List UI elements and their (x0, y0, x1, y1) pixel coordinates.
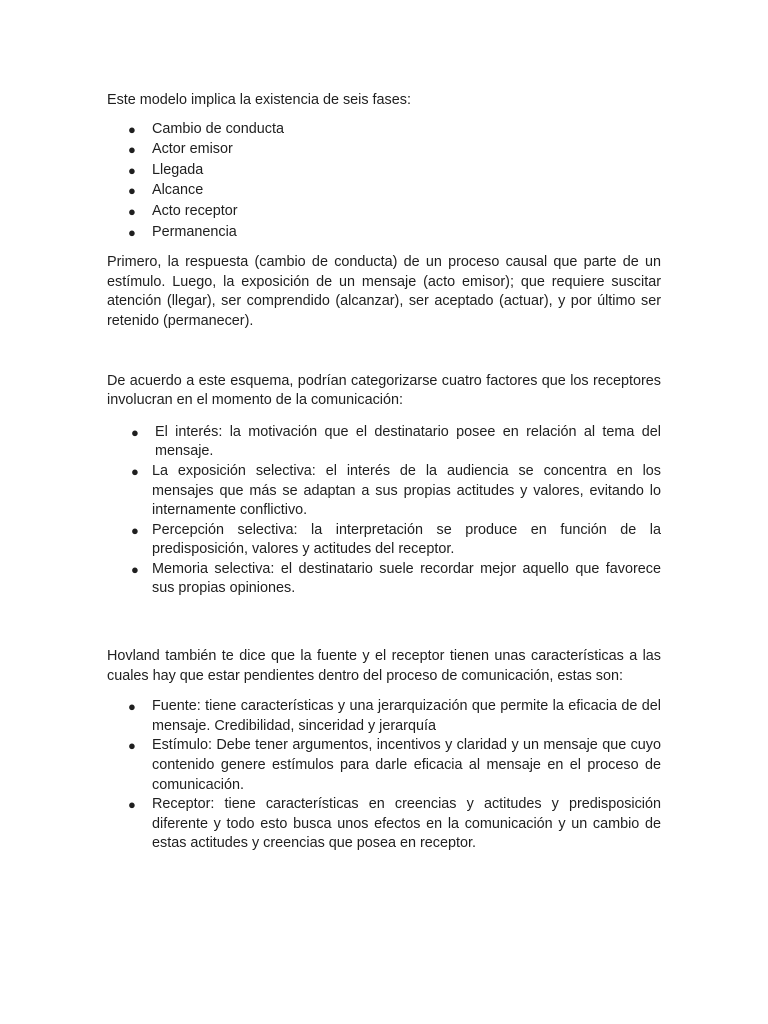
list-item-text: Cambio de conducta (152, 120, 284, 137)
list-item (107, 202, 661, 222)
characteristics-list (107, 697, 661, 854)
list-item (107, 120, 661, 140)
bullet-icon: ● (128, 699, 136, 715)
list-item-text: Acto receptor (152, 202, 238, 219)
list-item-text: Llegada (152, 161, 204, 178)
list-item (107, 795, 661, 854)
list-item-text: Permanencia (152, 223, 237, 240)
list-item-text: La exposición selectiva: el interés de la audiencia se concentra en los mensajes que más se adaptan a sus propias actitudes y valores, evitando lo internamente conflictivo. (152, 462, 661, 519)
list-item-text: El interés: la motivación que el destinatario posee en relación al tema del mensaje. (155, 423, 661, 460)
list-item-text: Estímulo: Debe tener argumentos, incentivos y claridad y un mensaje que cuyo contenido genere estímulos para darle eficacia al mensaje en el proceso de comunicación. (152, 737, 661, 793)
intro-paragraph: Este modelo implica la existencia de seis fases: (107, 92, 411, 108)
paragraph-1: Primero, la respuesta (cambio de conducta) de un proceso causal que parte de un estímulo. Luego, la exposición de un mensaje (acto emisor); que requiere suscitar atención (llegar), ser comprendido (alcanzar), ser aceptado (actuar), y por último ser retenido (permanecer). (107, 254, 661, 329)
bullet-icon: ● (128, 738, 136, 754)
list-item-text: Memoria selectiva: el destinatario suele recordar mejor aquello que favorece sus propias opiniones. (152, 560, 661, 597)
paragraph-3: Hovland también te dice que la fuente y el receptor tienen unas características a las cuales hay que estar pendientes dentro del proceso de comunicación, estas son: (107, 648, 661, 684)
bullet-icon: ● (131, 424, 139, 440)
list-item-text: Receptor: tiene características en creencias y actitudes y predisposición diferente y todo esto busca unos efectos en la comunicación y un cambio de estas actitudes y creencias que posea en receptor. (152, 796, 661, 852)
list-item (107, 521, 661, 560)
bullet-icon: ● (128, 162, 136, 178)
bullet-icon: ● (128, 183, 136, 199)
list-item-text: Fuente: tiene características y una jerarquización que permite la eficacia de del mensaje. Credibilidad, sinceridad y jerarquía (152, 698, 661, 734)
bullet-icon: ● (131, 561, 139, 577)
list-item (107, 140, 661, 160)
list-item (107, 462, 661, 521)
bullet-icon: ● (128, 121, 136, 137)
list-item (107, 223, 661, 243)
list-item (107, 697, 661, 736)
phases-list (107, 120, 661, 243)
bullet-icon: ● (131, 522, 139, 538)
document-page (107, 91, 661, 854)
list-item (107, 560, 661, 599)
bullet-icon: ● (128, 224, 136, 240)
bullet-icon: ● (128, 142, 136, 158)
list-item (107, 736, 661, 795)
list-item-text: Percepción selectiva: la interpretación se produce en función de la predisposición, valores y actitudes del receptor. (152, 521, 661, 558)
list-item-text: Actor emisor (152, 141, 233, 158)
paragraph-2: De acuerdo a este esquema, podrían categorizarse cuatro factores que los receptores involucran en el momento de la comunicación: (107, 372, 661, 409)
factors-list (107, 423, 661, 599)
list-item (107, 161, 661, 181)
bullet-icon: ● (128, 797, 136, 813)
bullet-icon: ● (131, 463, 139, 479)
list-item (107, 181, 661, 201)
list-item-text: Alcance (152, 182, 204, 199)
bullet-icon: ● (128, 203, 136, 219)
list-item (107, 423, 661, 462)
